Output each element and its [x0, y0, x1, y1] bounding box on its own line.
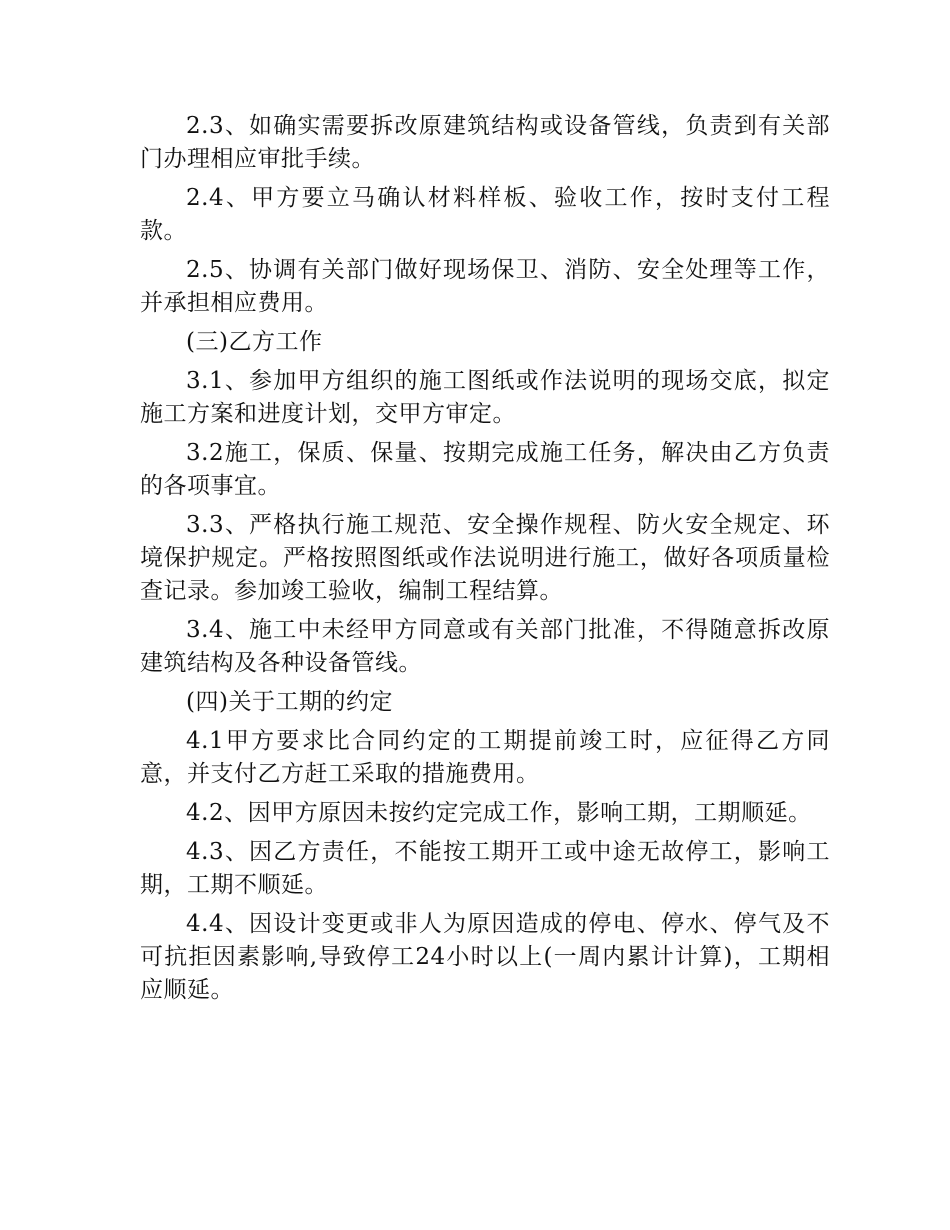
- clause-4-1: 4.1甲方要求比合同约定的工期提前竣工时，应征得乙方同意，并支付乙方赶工采取的措施费用。: [140, 728, 830, 787]
- clause-2-5: 2.5、协调有关部门做好现场保卫、消防、安全处理等工作，并承担相应费用。: [140, 257, 830, 316]
- document-body: [140, 110, 830, 1013]
- clause-4-2: 4.2、因甲方原因未按约定完成工作，影响工期，工期顺延。: [186, 800, 812, 826]
- clause-3-4: 3.4、施工中未经甲方同意或有关部门批准，不得随意拆改原建筑结构及各种设备管线。: [140, 617, 830, 676]
- clause-3-3: 3.3、严格执行施工规范、安全操作规程、防火安全规定、环境保护规定。严格按照图纸或作法说明进行施工，做好各项质量检查记录。参加竣工验收，编制工程结算。: [140, 512, 830, 604]
- clause-2-4: 2.4、甲方要立马确认材料样板、验收工作，按时支付工程款。: [140, 185, 830, 244]
- section-heading-party-b: (三)乙方工作: [186, 329, 323, 355]
- clause-2-3: 2.3、如确实需要拆改原建筑结构或设备管线，负责到有关部门办理相应审批手续。: [140, 113, 830, 172]
- clause-3-1: 3.1、参加甲方组织的施工图纸或作法说明的现场交底，拟定施工方案和进度计划，交甲方审定。: [140, 368, 830, 427]
- clause-4-3: 4.3、因乙方责任，不能按工期开工或中途无故停工，影响工期，工期不顺延。: [140, 839, 830, 898]
- clause-3-2: 3.2施工，保质、保量、按期完成施工任务，解决由乙方负责的各项事宜。: [140, 440, 830, 499]
- section-heading-schedule: (四)关于工期的约定: [186, 689, 393, 715]
- clause-4-4: 4.4、因设计变更或非人为原因造成的停电、停水、停气及不可抗拒因素影响,导致停工24小时以上(一周内累计计算)，工期相应顺延。: [140, 911, 830, 1003]
